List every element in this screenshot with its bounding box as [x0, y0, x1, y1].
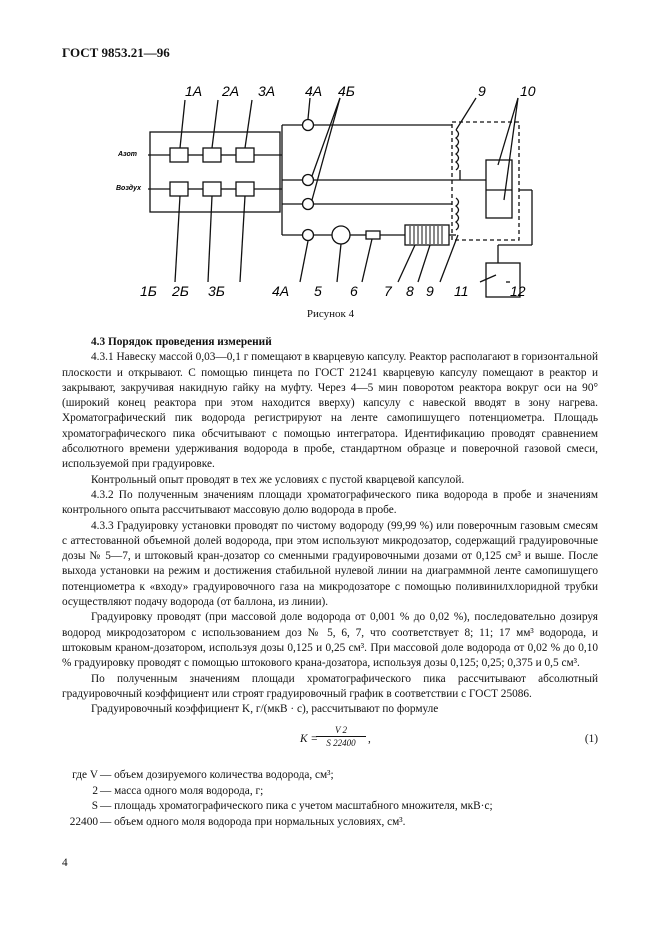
- label-3b: 3Б: [208, 283, 225, 299]
- figure-caption: Рисунок 4: [306, 308, 355, 320]
- paragraph: 4.3.1 Навеску массой 0,03—0,1 г помещают в кварцевую капсулу. Реактор располагают в горизонтальной плоскости и открывают. С помощью пинцета по ГОСТ 21241 кварцевую капсулу помещают в реактор и закрывают, закручивая накидную гайку на муфту. Через 4—5 мин поворотом реактора вокруг оси на 90° (широкий конец реактора при этом находится вверху) капсулу с навеской вводят в зону нагрева. Хроматографический пик водорода регистрируют на ленте самопишущего потенциометра. Площадь хроматографического пика обсчитывают с помощью интегратора. Идентификацию проводят сравнением абсолютного времени удерживания водорода в пробе, стандартном образце и поверочной газовой смеси, используемой при градуировке.: [62, 351, 598, 471]
- block-3b: [236, 182, 254, 196]
- label-8: 8: [406, 283, 414, 299]
- valve-4a-bottom: [303, 230, 314, 241]
- legend-row: [62, 784, 598, 800]
- label-2b: 2Б: [172, 283, 189, 299]
- valve-4a-top: [303, 120, 314, 131]
- valve-4b-2: [303, 199, 314, 210]
- legend-symbol: 22400: [69, 815, 98, 828]
- block-3a: [236, 148, 254, 162]
- control-unit-box: [150, 132, 280, 212]
- page-number: 4: [62, 857, 68, 869]
- legend-row: [62, 768, 598, 784]
- formula-numerator: V 2: [316, 725, 366, 737]
- page-header: ГОСТ 9853.21—96: [62, 45, 170, 60]
- label-air: Воздух: [116, 185, 142, 192]
- paragraph: По полученным значениям площади хроматографического пика рассчитывают абсолютный градуировочный коэффициент или строят градуировочный график в соответствии с ГОСТ 25086.: [62, 672, 598, 700]
- formula-1: [62, 725, 598, 759]
- label-4a-top: 4A: [305, 83, 323, 99]
- label-3a: 3A: [258, 83, 276, 99]
- label-11: 11: [454, 283, 469, 299]
- section-title: 4.3 Порядок проведения измерений: [91, 336, 272, 348]
- legend-symbol: где V: [72, 769, 98, 781]
- coil-top: [456, 130, 459, 170]
- section-body: [62, 335, 598, 717]
- legend-desc: — объем одного моля водорода при нормальных условиях, см³.: [100, 815, 406, 828]
- label-9-bottom: 9: [426, 283, 434, 299]
- paragraph: Градуировку проводят (при массовой доле водорода от 0,001 % до 0,02 %), последовательно дозируя водород микродозатором с использованием доз № 5, 6, 7, что соответствует 8; 11; 17 мм³ водорода, и штоковым краном-дозатором, используя дозы 0,125 и 0,25 см³. При массовой доле водорода от 0,02 % до 0,10 % градуировку проводят с помощью штокового крана-дозатора, используя дозы 0,125; 0,25; 0,375 и 0,5 см³.: [62, 611, 598, 670]
- label-6: 6: [350, 283, 358, 299]
- block-2b: [203, 182, 221, 196]
- legend-desc: — площадь хроматографического пика с учетом масштабного множителя, мкВ·с;: [100, 800, 493, 812]
- formula-lhs: K =: [300, 733, 318, 745]
- paragraph: Градуировочный коэффициент K, г/(мкВ · с), рассчитывают по формуле: [91, 703, 439, 716]
- legend-desc: — объем дозируемого количества водорода, см³;: [100, 769, 334, 781]
- legend-row: [62, 799, 598, 815]
- paragraph: 4.3.2 По полученным значениям площади хроматографического пика водорода в пробе и значениям контрольного опыта рассчитывают массовую долю водорода в пробе.: [62, 488, 598, 517]
- formula-fraction: [316, 725, 366, 748]
- label-4b: 4Б: [338, 83, 355, 99]
- label-1b: 1Б: [140, 283, 157, 299]
- paragraph: 4.3.3 Градуировку установки проводят по чистому водороду (99,99 %) или поверочным газовым смесям с аттестованной объемной долей водорода, при этом используют микродозатор, содержащий градуировочные дозы № 5—7, и штоковый кран-дозатор со сменными градуировочными дозами от 0,125 см³ и выше. После выхода установки на режим и достижения стабильной нулевой линии на диаграммной ленте самопишущего потенциометра к «входу» градуировочного газа на микродозаторе с помощью поливинилхлоридной трубки осуществляют подачу водорода (от баллона, из линии).: [62, 519, 598, 609]
- apparatus-diagram: [100, 70, 550, 310]
- legend-symbol: S: [91, 800, 98, 812]
- pump-5: [332, 226, 350, 244]
- legend-symbol: 2: [92, 784, 98, 797]
- label-nitrogen: Азот: [118, 151, 138, 158]
- label-10: 10: [520, 83, 536, 99]
- block-1a: [170, 148, 188, 162]
- valve-4b-1: [303, 175, 314, 186]
- label-12: 12: [510, 283, 526, 299]
- legend-row: [62, 815, 598, 831]
- formula-comma: ,: [368, 733, 371, 745]
- label-2a: 2A: [222, 83, 240, 99]
- dozer-6: [366, 231, 380, 239]
- coil-bottom: [456, 198, 459, 230]
- formula-legend: [62, 768, 598, 830]
- label-7: 7: [384, 283, 392, 299]
- paragraph: Контрольный опыт проводят в тех же условиях с пустой кварцевой капсулой.: [91, 473, 465, 486]
- label-5: 5: [314, 283, 322, 299]
- formula-denominator: S 22400: [326, 738, 356, 748]
- label-4a-bottom: 4A: [272, 283, 290, 299]
- block-1b: [170, 182, 188, 196]
- block-2a: [203, 148, 221, 162]
- formula-number: (1): [584, 733, 598, 745]
- legend-desc: — масса одного моля водорода, г;: [100, 784, 264, 797]
- label-9-top: 9: [478, 83, 486, 99]
- label-1a: 1A: [185, 83, 203, 99]
